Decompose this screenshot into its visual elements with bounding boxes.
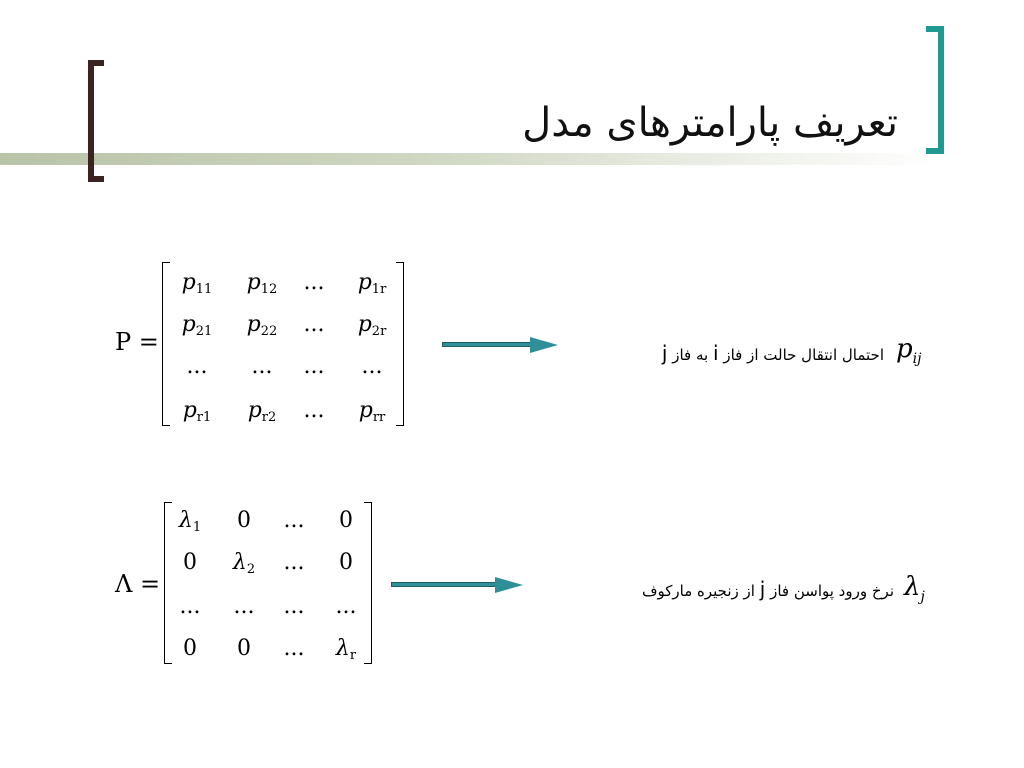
matrix_p-cell-2-2: $p_{22}$ [246,312,278,339]
matrix_lambda-cell-1-2: 0 [237,508,251,533]
matrix_p-cell-3-3: ... [303,354,325,379]
lambda-j-description: نرخ ورود پواسن فاز j از زنجیره مارکوف [641,577,894,601]
matrix_p-cell-3-2: ... [251,354,273,379]
matrix_p-cell-3-4: ... [361,354,383,379]
right-bracket-decoration [926,26,944,154]
matrix_lambda-cell-1-4: 0 [339,508,353,533]
matrix_lambda-cell-4-1: 0 [183,636,197,661]
matrix-lambda-lhs: Λ = [115,570,161,598]
matrix_lambda-cell-4-4: $\lambda_r$ [335,636,357,663]
p-ij-description: احتمال انتقال حالت از فاز i به فاز j [661,341,884,365]
matrix_p-cell-2-1: $p_{21}$ [181,312,213,339]
matrix_p-cell-2-4: $p_{2r}$ [357,312,387,339]
matrix_lambda-cell-2-4: 0 [339,550,353,575]
arrow-lambda [391,580,523,590]
matrix_p-cell-4-2: $p_{r2}$ [247,398,277,425]
matrix_lambda-cell-2-1: 0 [183,550,197,575]
matrix_lambda-cell-2-3: ... [283,550,305,575]
lambda-j-symbol: $\lambda_j$ [904,572,925,605]
matrix-p-lhs: P = [115,328,159,356]
matrix_lambda-cell-2-2: $\lambda_2$ [232,550,256,577]
slide-title: تعریف پارامترهای مدل [522,100,898,146]
matrix_p-cell-4-4: $p_{rr}$ [358,398,386,425]
matrix-p [162,262,404,426]
matrix_lambda-cell-4-2: 0 [237,636,251,661]
left-bracket-decoration [88,60,104,182]
matrix_p-cell-4-1: $p_{r1}$ [182,398,212,425]
matrix_p-cell-4-3: ... [303,398,325,423]
matrix_p-cell-3-1: ... [186,354,208,379]
matrix-lambda [164,502,372,664]
matrix_p-cell-1-3: ... [303,270,325,295]
title-underline [0,153,935,165]
matrix_lambda-cell-3-4: ... [335,594,357,619]
matrix_p-cell-2-3: ... [303,312,325,337]
matrix_lambda-cell-3-1: ... [179,594,201,619]
matrix_lambda-cell-1-1: $\lambda_1$ [178,508,202,535]
matrix_p-cell-1-1: $p_{11}$ [181,270,213,297]
matrix_lambda-cell-4-3: ... [283,636,305,661]
matrix_p-cell-1-4: $p_{1r}$ [357,270,387,297]
p-ij-symbol: $p_{ij}$ [896,334,922,367]
matrix_lambda-cell-1-3: ... [283,508,305,533]
arrow-p [442,340,558,350]
matrix_lambda-cell-3-2: ... [233,594,255,619]
matrix_p-cell-1-2: $p_{12}$ [246,270,278,297]
matrix_lambda-cell-3-3: ... [283,594,305,619]
